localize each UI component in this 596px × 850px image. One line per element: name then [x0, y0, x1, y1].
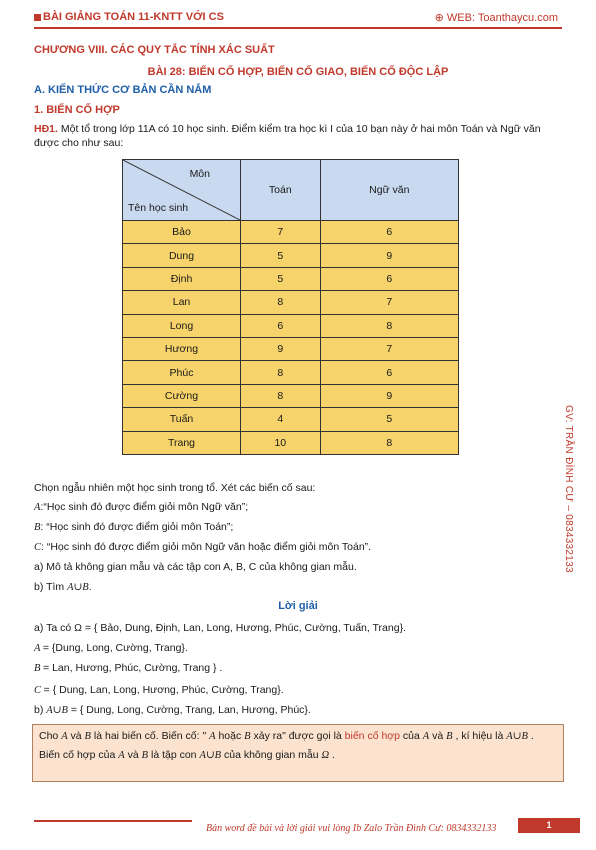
page-number: 1	[518, 818, 580, 833]
corner-subject-label: Môn	[189, 168, 210, 180]
activity-paragraph	[34, 122, 564, 150]
math-score: 8	[241, 384, 321, 407]
activity-label: HĐ1.	[34, 123, 58, 135]
table-row	[123, 221, 459, 244]
literature-score: 6	[320, 221, 458, 244]
student-name: Trang	[123, 431, 241, 454]
literature-score: 7	[320, 337, 458, 360]
footer-note: Bản word đề bài và lời giải vui lòng Ib Zalo Trần Đình Cư: 0834332133	[206, 823, 497, 834]
student-name: Dung	[123, 244, 241, 267]
literature-score: 6	[320, 361, 458, 384]
solution-b-prefix: b)	[34, 704, 47, 716]
header-math: Toán	[241, 160, 321, 221]
def-text: Cho	[39, 730, 62, 742]
activity-text: Một tổ trong lớp 11A có 10 học sinh. Điểm kiểm tra học kì I của 10 bạn này ở hai môn Toán và Ngữ văn được cho như sau:	[34, 123, 541, 149]
solution-set-a-text: = {Dung, Long, Cường, Trang}.	[42, 642, 188, 654]
section-a-heading: A. KIẾN THỨC CƠ BẢN CẦN NẮM	[34, 84, 212, 96]
solution-title: Lời giải	[278, 600, 318, 612]
def-text: và	[124, 749, 142, 761]
def-text: , kí hiệu là	[452, 730, 507, 742]
def-text: và	[429, 730, 447, 742]
def-text: là hai biến cố. Biến cố: "	[90, 730, 210, 742]
solution-union-text: = { Dung, Long, Cường, Trang, Lan, Hương, Phúc}.	[67, 704, 311, 716]
math-score: 6	[241, 314, 321, 337]
table-row	[123, 267, 459, 290]
question-b	[34, 580, 92, 595]
def-text: Biến cố hợp của	[39, 749, 119, 761]
header-website[interactable]	[435, 11, 558, 24]
literature-score: 5	[320, 408, 458, 431]
score-table	[122, 159, 459, 455]
solution-set-b: B = Lan, Hương, Phúc, Cường, Trang } .	[34, 662, 223, 674]
table-row	[123, 337, 459, 360]
solution-union-symbol: A∪B	[46, 705, 68, 716]
header-right-text[interactable]: WEB: Toanthaycu.com	[446, 12, 558, 24]
solution-set-c: C = { Dung, Lan, Long, Hương, Phúc, Cường, Trang}.	[34, 684, 284, 696]
event-a: A:“Học sinh đó được điểm giỏi môn Ngữ văn”;	[34, 501, 249, 513]
literature-score: 6	[320, 267, 458, 290]
table-header-row	[123, 160, 459, 221]
definition-line-1: Cho A và B là hai biến cố. Biến cố: " A hoặc B xảy ra" được gọi là biến cố hợp của A và B , kí hiệu là A∪B .	[39, 730, 534, 742]
solution-set-c-text: = { Dung, Lan, Long, Hương, Phúc, Cường, Trang}.	[43, 684, 284, 696]
def-text: là tập con	[148, 749, 200, 761]
def-union-symbol: A∪B	[506, 731, 528, 742]
table-row	[123, 314, 459, 337]
def-text: .	[527, 730, 534, 742]
student-name: Định	[123, 267, 241, 290]
solution-set-a: A = {Dung, Long, Cường, Trang}.	[34, 642, 188, 654]
table-corner-cell	[123, 160, 241, 221]
event-c-text: : “Học sinh đó được điểm giỏi môn Ngữ văn hoặc điểm giỏi môn Toán”.	[41, 541, 372, 553]
def-text: của	[400, 730, 423, 742]
footer-divider	[34, 820, 192, 822]
header-divider	[34, 27, 562, 29]
table-row	[123, 431, 459, 454]
student-name: Long	[123, 314, 241, 337]
definition-box	[32, 724, 564, 782]
def-union-symbol: A∪B	[199, 750, 222, 761]
globe-icon: ⊕	[434, 12, 447, 24]
student-name: Hương	[123, 337, 241, 360]
union-symbol: A∪B	[67, 582, 89, 593]
student-name: Phúc	[123, 361, 241, 384]
literature-score: 9	[320, 244, 458, 267]
literature-score: 8	[320, 431, 458, 454]
table-row	[123, 244, 459, 267]
math-score: 7	[241, 221, 321, 244]
side-author-label: GV: TRẦN ĐÌNH CƯ – 0834332133	[563, 405, 574, 573]
math-score: 8	[241, 361, 321, 384]
definition-term: biến cố hợp	[344, 730, 401, 742]
def-text: xảy ra" được gọi là	[250, 730, 345, 742]
header-literature: Ngữ văn	[320, 160, 458, 221]
literature-score: 8	[320, 314, 458, 337]
event-a-text: :“Học sinh đó được điểm giỏi môn Ngữ văn”;	[40, 501, 249, 513]
math-score: 10	[241, 431, 321, 454]
student-name: Lan	[123, 291, 241, 314]
section-1-heading: 1. BIẾN CỐ HỢP	[34, 104, 120, 116]
math-score: 8	[241, 291, 321, 314]
solution-union	[34, 703, 311, 718]
literature-score: 9	[320, 384, 458, 407]
lesson-title: BÀI 28: BIẾN CỐ HỢP, BIẾN CỐ GIAO, BIẾN CỐ ĐỘC LẬP	[147, 66, 449, 78]
question-b-prefix: b) Tìm	[34, 581, 68, 593]
table-row	[123, 408, 459, 431]
def-text: và	[67, 730, 85, 742]
student-name: Cường	[123, 384, 241, 407]
intro-text: Chọn ngẫu nhiên một học sinh trong tổ. Xét các biến cố sau:	[34, 482, 316, 494]
math-score: 5	[241, 267, 321, 290]
def-text: .	[329, 749, 335, 761]
book-icon	[34, 14, 41, 21]
student-name: Bảo	[123, 221, 241, 244]
table-row	[123, 361, 459, 384]
def-text: hoặc	[215, 730, 245, 742]
table-row	[123, 291, 459, 314]
solution-set-b-text: = Lan, Hương, Phúc, Cường, Trang } .	[43, 662, 223, 674]
omega-symbol: Ω	[321, 750, 330, 761]
solution-omega: a) Ta có Ω = { Bảo, Dung, Định, Lan, Long, Hương, Phúc, Cường, Tuấn, Trang}.	[34, 622, 406, 634]
event-b: B: “Học sinh đó được điểm giỏi môn Toán”;	[34, 521, 234, 533]
question-a: a) Mô tả không gian mẫu và các tập con A, B, C của không gian mẫu.	[34, 561, 357, 573]
chapter-title: CHƯƠNG VIII. CÁC QUY TẮC TÍNH XÁC SUẤT	[34, 44, 275, 56]
event-c: C: “Học sinh đó được điểm giỏi môn Ngữ văn hoặc điểm giỏi môn Toán”.	[34, 541, 372, 553]
event-b-text: : “Học sinh đó được điểm giỏi môn Toán”;	[40, 521, 234, 533]
header-title	[34, 11, 224, 23]
header-left-text: BÀI GIẢNG TOÁN 11-KNTT VỚI CS	[43, 11, 224, 23]
literature-score: 7	[320, 291, 458, 314]
definition-line-2: Biến cố hợp của A và B là tập con A∪B của không gian mẫu Ω .	[39, 749, 335, 761]
def-text: của không gian mẫu	[221, 749, 322, 761]
student-name: Tuấn	[123, 408, 241, 431]
question-b-suffix: .	[88, 581, 92, 593]
math-score: 4	[241, 408, 321, 431]
table-row	[123, 384, 459, 407]
math-score: 9	[241, 337, 321, 360]
math-score: 5	[241, 244, 321, 267]
corner-student-label: Tên học sinh	[128, 202, 189, 214]
